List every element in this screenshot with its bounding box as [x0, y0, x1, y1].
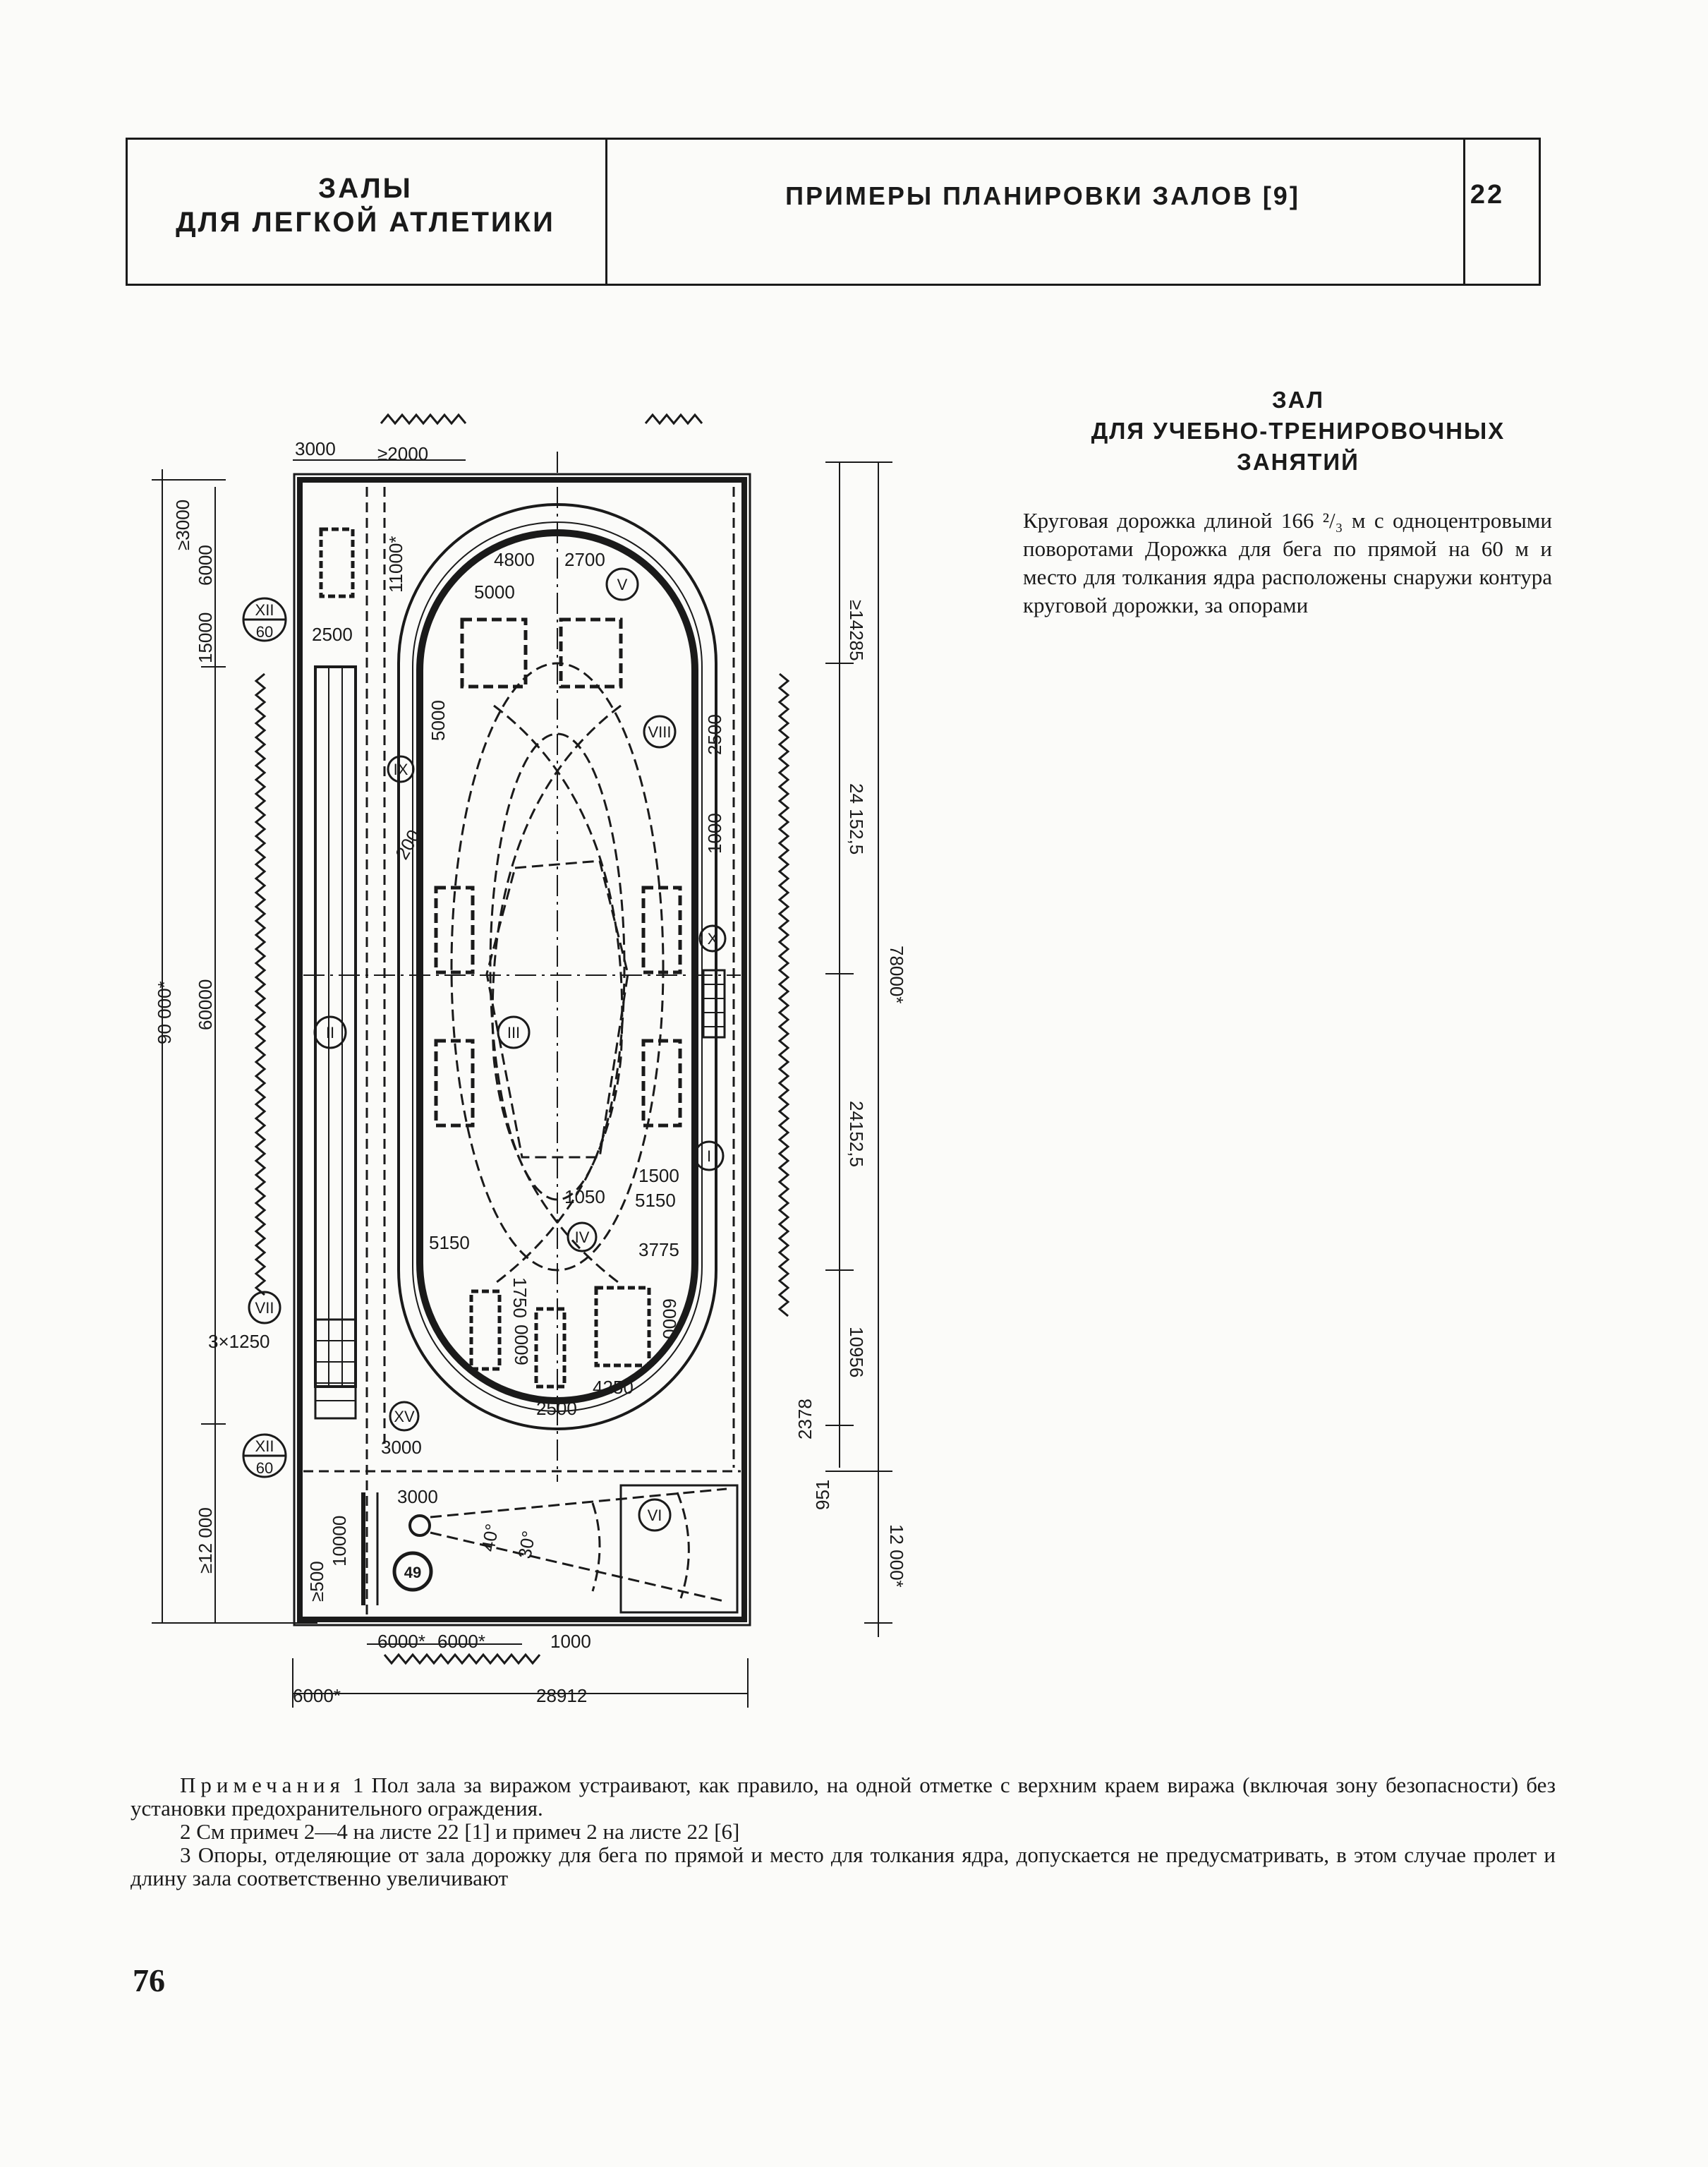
dim-label: 951	[812, 1479, 833, 1510]
sheet-number: 22	[1470, 180, 1505, 210]
dim-label: 24152,5	[846, 1101, 867, 1167]
dim-label: 2500	[704, 714, 725, 755]
dim-label: ≥2000	[377, 443, 429, 464]
pit-1	[471, 1291, 499, 1369]
dim-label: ≥500	[306, 1561, 327, 1602]
section-title-line1: ЗАЛЫ	[318, 173, 413, 204]
dim-label: 3000	[295, 438, 336, 459]
dim-label: 12 000*	[886, 1524, 907, 1588]
straight-track	[315, 667, 356, 1387]
marker-label: V	[617, 576, 628, 593]
marker-label: X	[707, 930, 718, 948]
marker-label: XII	[255, 1437, 274, 1455]
note-2: 2 См примеч 2—4 на листе 22 [1] и примеч 2 на листе 22 [6]	[180, 1819, 740, 1844]
dim-label: 6000*	[437, 1631, 485, 1652]
notes	[131, 1773, 1556, 1890]
dim-label: 3000	[381, 1437, 422, 1458]
dim-label: 5000	[428, 700, 449, 741]
dim-label: 3775	[638, 1239, 679, 1260]
page-number: 76	[133, 1962, 165, 1998]
dim-label: 1500	[638, 1165, 679, 1186]
dim-label: 2378	[794, 1399, 816, 1439]
marker-label: VII	[255, 1299, 274, 1317]
dim-label: 2500	[312, 624, 353, 645]
dim-label: 4250	[593, 1377, 634, 1398]
dim-label: 6000	[511, 1324, 532, 1365]
dim-label: 78000*	[886, 946, 907, 1004]
dim-label: 6000	[195, 545, 216, 586]
marker-label: IV	[574, 1229, 590, 1246]
desc-prefix: Круговая дорожка длиной 166	[1023, 508, 1314, 533]
zone-box-2	[561, 620, 621, 687]
marker-label: VI	[647, 1507, 662, 1524]
notes-label: Примечания	[180, 1773, 345, 1797]
section-title-line2: ДЛЯ ЛЕГКОЙ АТЛЕТИКИ	[176, 207, 555, 238]
dim-label: 6000	[659, 1298, 680, 1339]
pit-top-left	[321, 529, 353, 596]
dim-label: 5000	[474, 581, 515, 603]
dim-label: ≥3000	[172, 499, 193, 550]
start-grid	[315, 1320, 356, 1418]
marker-label: II	[325, 1024, 335, 1042]
dim-label: 30°	[514, 1529, 540, 1561]
zigzag-wall-left	[256, 674, 265, 1295]
dim-label: 10000	[329, 1515, 350, 1567]
dim-label: 6000*	[293, 1685, 341, 1706]
marker-label: VIII	[648, 723, 672, 741]
marker-label: 49	[404, 1564, 422, 1581]
dim-label: 4800	[494, 549, 535, 570]
dim-label: 5150	[429, 1232, 470, 1253]
dim-label: 1750	[509, 1277, 531, 1318]
dim-label: 6000*	[377, 1631, 425, 1652]
shotput-zone	[621, 1485, 737, 1612]
dim-label: 3000	[397, 1486, 438, 1507]
note-3: 3 Опоры, отделяющие от зала дорожку для бега по прямой и место для толкания ядра, допускается не предусматривать, в этом случае пролет и длину зала соответственно увеличивают	[131, 1842, 1556, 1890]
dim-label: 1000	[550, 1631, 591, 1652]
marker-label: I	[706, 1147, 712, 1165]
dim-label: 60000	[195, 979, 216, 1030]
dim-label: 11000*	[385, 536, 406, 593]
dim-label: 24 152,5	[846, 783, 867, 855]
note-1: 1 Пол зала за виражом устраивают, как правило, на одной отметке с верхним краем виража (включая зону безопасности) без установки предохранительного ограждения.	[131, 1773, 1556, 1821]
hall-title-line2: ДЛЯ УЧЕБНО-ТРЕНИРОВОЧНЫХ	[1091, 418, 1506, 444]
marker-label: XV	[394, 1408, 415, 1425]
dim-label: 1000	[704, 813, 725, 854]
dim-label: 1050	[564, 1186, 605, 1207]
dim-label: ≥12 000	[195, 1507, 216, 1574]
dim-label: 28912	[536, 1685, 588, 1706]
desc-rest: м с одноцентровыми поворотами Дорожка для бега по прямой на 60 м и место для толкания ядра расположены снаружи контура круговой дорожки, за опорами	[1023, 508, 1552, 617]
dim-label: 3×1250	[208, 1331, 270, 1352]
dim-label: 200	[391, 826, 425, 863]
dim-label: 15000	[195, 612, 216, 663]
dim-label: ≥14285	[846, 600, 867, 661]
hall-title-line3: ЗАНЯТИЙ	[1237, 449, 1359, 475]
marker-label: XII	[255, 601, 274, 619]
marker-label: 60	[255, 1459, 274, 1477]
marker-label: III	[507, 1024, 521, 1042]
shotput-circle	[410, 1516, 430, 1535]
pit-2	[536, 1309, 564, 1387]
marker-label: IX	[393, 761, 408, 778]
marker-label: 60	[255, 623, 274, 641]
dim-label: 10956	[846, 1327, 867, 1378]
dim-label: 40°	[477, 1522, 503, 1554]
sheet-title: ПРИМЕРЫ ПЛАНИРОВКИ ЗАЛОВ [9]	[785, 181, 1300, 210]
pit-3	[596, 1288, 649, 1365]
zigzag-wall-right	[780, 674, 788, 1316]
dim-label: 90 000*	[154, 981, 175, 1044]
dim-label: 2500	[536, 1398, 577, 1419]
hall-title-line1: ЗАЛ	[1271, 387, 1325, 413]
dim-label: 2700	[564, 549, 605, 570]
desc-fraction: ²/₃	[1322, 508, 1343, 533]
zone-box-1	[462, 620, 526, 687]
dim-label: 5150	[635, 1190, 676, 1211]
